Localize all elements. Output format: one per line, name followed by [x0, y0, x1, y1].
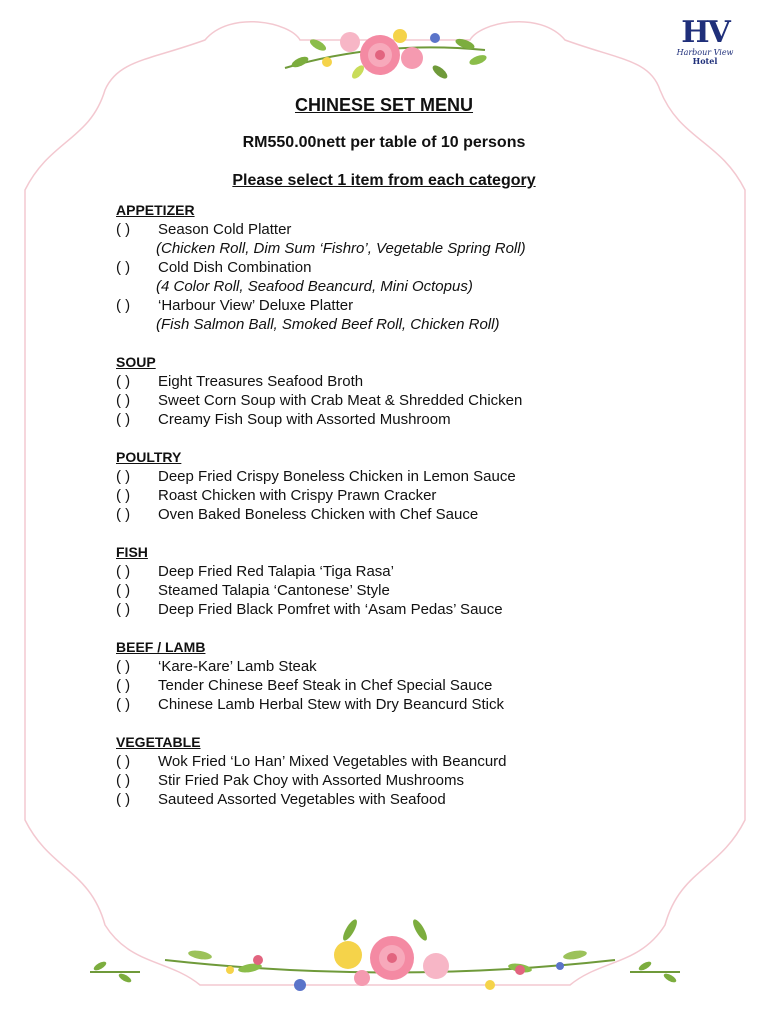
- selection-checkbox[interactable]: ( ): [116, 563, 131, 580]
- menu-item: [116, 771, 716, 790]
- selection-checkbox[interactable]: ( ): [116, 297, 131, 314]
- selection-checkbox[interactable]: ( ): [116, 259, 131, 276]
- menu-body: [116, 201, 716, 809]
- menu-item: [116, 790, 716, 809]
- menu-item: [116, 296, 716, 315]
- item-name: Stir Fried Pak Choy with Assorted Mushrooms: [158, 772, 464, 789]
- spacer: [116, 619, 716, 638]
- logo-name: Harbour View: [676, 48, 734, 57]
- item-name: Chinese Lamb Herbal Stew with Dry Beancurd Stick: [158, 696, 504, 713]
- price-line: RM550.00nett per table of 10 persons: [242, 134, 526, 151]
- logo-subtitle: Hotel: [692, 56, 718, 66]
- bottom-floral-garland: [90, 918, 680, 991]
- menu-item: [116, 657, 716, 676]
- menu-title: CHINESE SET MENU: [294, 95, 474, 115]
- menu-item: [116, 258, 716, 277]
- item-name: Season Cold Platter: [158, 221, 292, 238]
- menu-item: [116, 220, 716, 239]
- menu-item: [116, 581, 716, 600]
- selection-checkbox[interactable]: ( ): [116, 468, 131, 485]
- item-name: Steamed Talapia ‘Cantonese’ Style: [158, 582, 390, 599]
- category-fish: [116, 543, 716, 619]
- spacer: [116, 714, 716, 733]
- item-name: Deep Fried Red Talapia ‘Tiga Rasa’: [158, 563, 394, 580]
- category-title: APPETIZER: [116, 202, 195, 218]
- category-title: BEEF / LAMB: [116, 639, 206, 655]
- item-name: Sauteed Assorted Vegetables with Seafood: [158, 791, 446, 808]
- item-name: Deep Fried Black Pomfret with ‘Asam Pedas’ Sauce: [158, 601, 503, 618]
- menu-item: [116, 410, 716, 429]
- selection-checkbox[interactable]: ( ): [116, 411, 131, 428]
- spacer: [116, 429, 716, 448]
- top-floral-garland: [285, 29, 488, 81]
- selection-checkbox[interactable]: ( ): [116, 772, 131, 789]
- selection-checkbox[interactable]: ( ): [116, 373, 131, 390]
- menu-item: [116, 505, 716, 524]
- selection-checkbox[interactable]: ( ): [116, 601, 131, 618]
- category-title: FISH: [116, 544, 148, 560]
- menu-item: [116, 467, 716, 486]
- selection-checkbox[interactable]: ( ): [116, 791, 131, 808]
- menu-item: [116, 562, 716, 581]
- menu-item: [116, 676, 716, 695]
- item-description: (Fish Salmon Ball, Smoked Beef Roll, Chicken Roll): [156, 316, 500, 333]
- menu-item: [116, 752, 716, 771]
- category-title: POULTRY: [116, 449, 182, 465]
- selection-checkbox[interactable]: ( ): [116, 677, 131, 694]
- selection-checkbox[interactable]: ( ): [116, 658, 131, 675]
- item-name: ‘Kare-Kare’ Lamb Steak: [158, 658, 317, 675]
- spacer: [116, 334, 716, 353]
- selection-checkbox[interactable]: ( ): [116, 506, 131, 523]
- menu-item: [116, 391, 716, 410]
- item-name: ‘Harbour View’ Deluxe Platter: [158, 297, 354, 314]
- selection-checkbox[interactable]: ( ): [116, 696, 131, 713]
- item-name: Roast Chicken with Crispy Prawn Cracker: [158, 487, 437, 504]
- category-beef-lamb: [116, 638, 716, 714]
- menu-item: [116, 486, 716, 505]
- selection-checkbox[interactable]: ( ): [116, 392, 131, 409]
- item-name: Cold Dish Combination: [158, 259, 312, 276]
- item-name: Sweet Corn Soup with Crab Meat & Shredded Chicken: [158, 392, 523, 409]
- logo-letters: HV: [681, 15, 729, 50]
- selection-checkbox[interactable]: ( ): [116, 582, 131, 599]
- item-name: Oven Baked Boneless Chicken with Chef Sauce: [158, 506, 479, 523]
- item-name: Creamy Fish Soup with Assorted Mushroom: [158, 411, 451, 428]
- menu-item: [116, 372, 716, 391]
- category-appetizer: [116, 201, 716, 334]
- item-description: (4 Color Roll, Seafood Beancurd, Mini Octopus): [156, 278, 473, 295]
- category-poultry: [116, 448, 716, 524]
- menu-item: [116, 600, 716, 619]
- category-title: SOUP: [116, 354, 156, 370]
- item-name: Tender Chinese Beef Steak in Chef Special Sauce: [158, 677, 493, 694]
- item-description: (Chicken Roll, Dim Sum ‘Fishro’, Vegetable Spring Roll): [156, 240, 526, 257]
- item-name: Deep Fried Crispy Boneless Chicken in Lemon Sauce: [158, 468, 516, 485]
- menu-item: [116, 695, 716, 714]
- selection-instruction: Please select 1 item from each category: [232, 172, 536, 189]
- selection-checkbox[interactable]: ( ): [116, 221, 131, 238]
- selection-checkbox[interactable]: ( ): [116, 487, 131, 504]
- spacer: [116, 524, 716, 543]
- category-soup: [116, 353, 716, 429]
- category-title: VEGETABLE: [116, 734, 201, 750]
- hotel-logo: [672, 12, 738, 74]
- item-name: Wok Fried ‘Lo Han’ Mixed Vegetables with Beancurd: [158, 753, 507, 770]
- item-name: Eight Treasures Seafood Broth: [158, 373, 364, 390]
- selection-checkbox[interactable]: ( ): [116, 753, 131, 770]
- category-vegetable: [116, 733, 716, 809]
